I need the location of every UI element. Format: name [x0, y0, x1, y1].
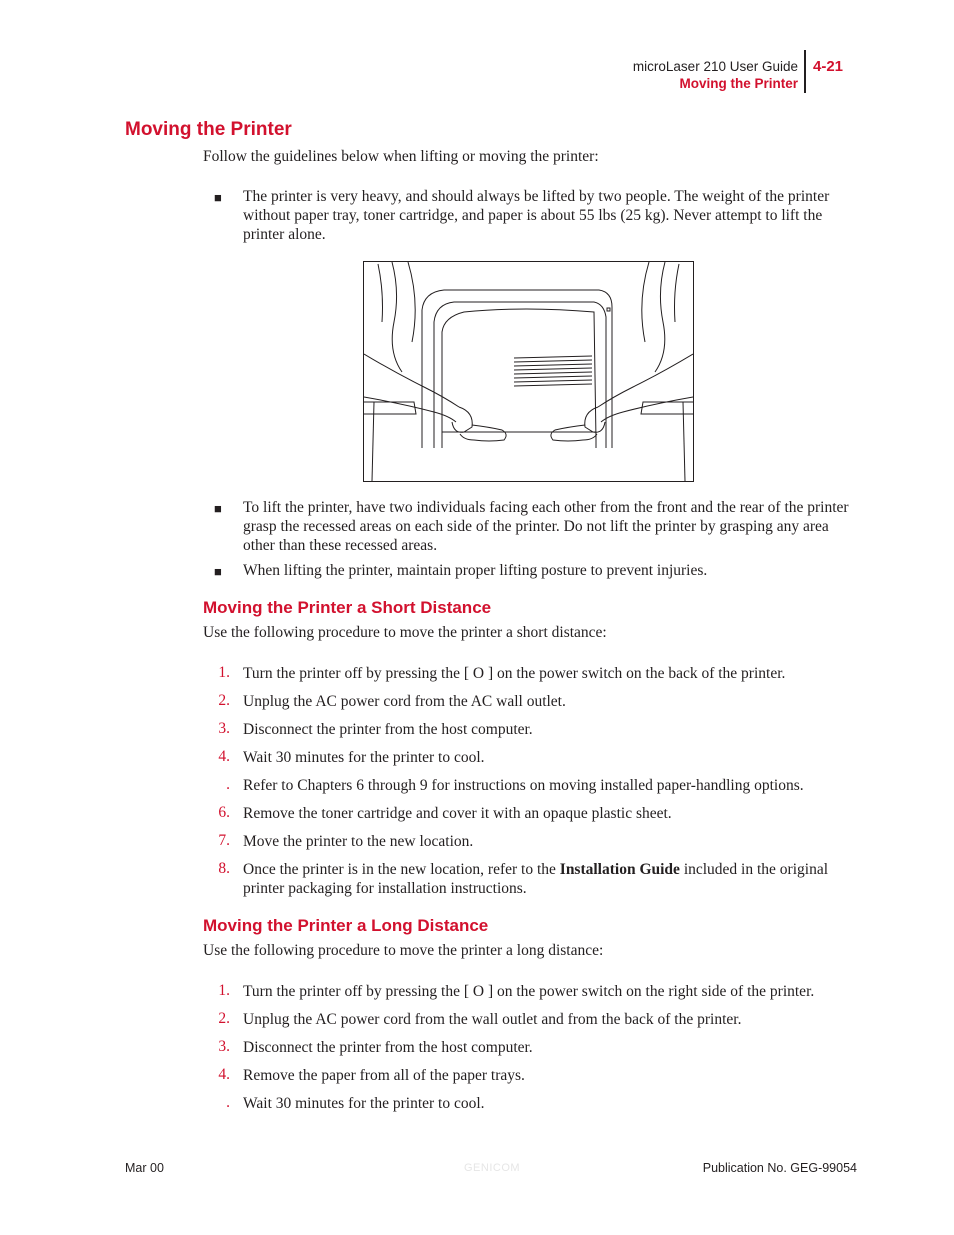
step-text: [243, 860, 858, 898]
step-text: Turn the printer off by pressing the [ O ] on the power switch on the right side of the printer.: [243, 983, 815, 1000]
running-header-guide-title: microLaser 210 User Guide: [632, 59, 798, 74]
section-intro: Use the following procedure to move the printer a long distance:: [203, 942, 604, 959]
header-divider: [804, 50, 806, 93]
printer-lifting-drawing: [364, 262, 693, 481]
step-number: 3.: [218, 720, 230, 737]
step-number: 4.: [218, 1066, 230, 1083]
bullet-marker: ■: [214, 564, 222, 579]
intro-paragraph: Follow the guidelines below when lifting or moving the printer:: [203, 148, 599, 165]
step-number: 1.: [218, 664, 230, 681]
installation-guide-reference: Installation Guide: [559, 861, 680, 878]
running-header-section-title: Moving the Printer: [679, 76, 798, 91]
page-title: Moving the Printer: [125, 119, 292, 140]
left-person: [364, 262, 506, 481]
bullet-marker: ■: [214, 190, 222, 205]
step-number: .: [226, 1094, 230, 1111]
step-text: Remove the toner cartridge and cover it with an opaque plastic sheet.: [243, 805, 672, 822]
step-text: Unplug the AC power cord from the AC wall outlet.: [243, 693, 566, 710]
section-heading-short-distance: Moving the Printer a Short Distance: [203, 598, 492, 617]
step-text: Remove the paper from all of the paper trays.: [243, 1067, 525, 1084]
step-text: Wait 30 minutes for the printer to cool.: [243, 1095, 485, 1112]
bullet-text: When lifting the printer, maintain proper lifting posture to prevent injuries.: [243, 562, 708, 579]
step-number: 6.: [218, 804, 230, 821]
step-text: Disconnect the printer from the host computer.: [243, 721, 533, 738]
step-text: Move the printer to the new location.: [243, 833, 474, 850]
footer-date: Mar 00: [125, 1161, 164, 1175]
right-person: [551, 262, 693, 481]
step-text: Turn the printer off by pressing the [ O ] on the power switch on the back of the printer.: [243, 665, 786, 682]
lifting-illustration: [363, 261, 694, 482]
bullet-text: The printer is very heavy, and should always be lifted by two people. The weight of the printer without paper tray, toner cartridge, and paper is about 55 lbs (25 kg). Never attempt to lift the printer alone.: [243, 188, 830, 243]
vent-slots: [514, 356, 592, 386]
step-text-part: included in the original printer packaging for installation instructions.: [243, 861, 829, 897]
step-number: 2.: [218, 692, 230, 709]
step-number: 3.: [218, 1038, 230, 1055]
step-text: Wait 30 minutes for the printer to cool.: [243, 749, 485, 766]
step-number: 8.: [218, 860, 230, 877]
section-heading-long-distance: Moving the Printer a Long Distance: [203, 916, 489, 935]
section-intro: Use the following procedure to move the printer a short distance:: [203, 624, 607, 641]
step-text: Unplug the AC power cord from the wall outlet and from the back of the printer.: [243, 1011, 742, 1028]
step-text: Refer to Chapters 6 through 9 for instructions on moving installed paper-handling options.: [243, 777, 804, 794]
step-number: 2.: [218, 1010, 230, 1027]
footer-publication-number: Publication No. GEG-99054: [702, 1161, 857, 1175]
step-number: 7.: [218, 832, 230, 849]
step-text: Disconnect the printer from the host computer.: [243, 1039, 533, 1056]
bullet-marker: ■: [214, 501, 222, 516]
footer-watermark: GENICOM: [464, 1162, 521, 1174]
page-number: 4-21: [813, 58, 844, 75]
step-text-part: Once the printer is in the new location, refer to the: [243, 861, 560, 878]
step-number: 1.: [218, 982, 230, 999]
bullet-text: To lift the printer, have two individuals facing each other from the front and the rear of the printer grasp the recessed areas on each side of the printer. Do not lift the printer by grasping any area other than these recessed areas.: [243, 499, 849, 554]
step-number: 4.: [218, 748, 230, 765]
step-number: .: [226, 776, 230, 793]
